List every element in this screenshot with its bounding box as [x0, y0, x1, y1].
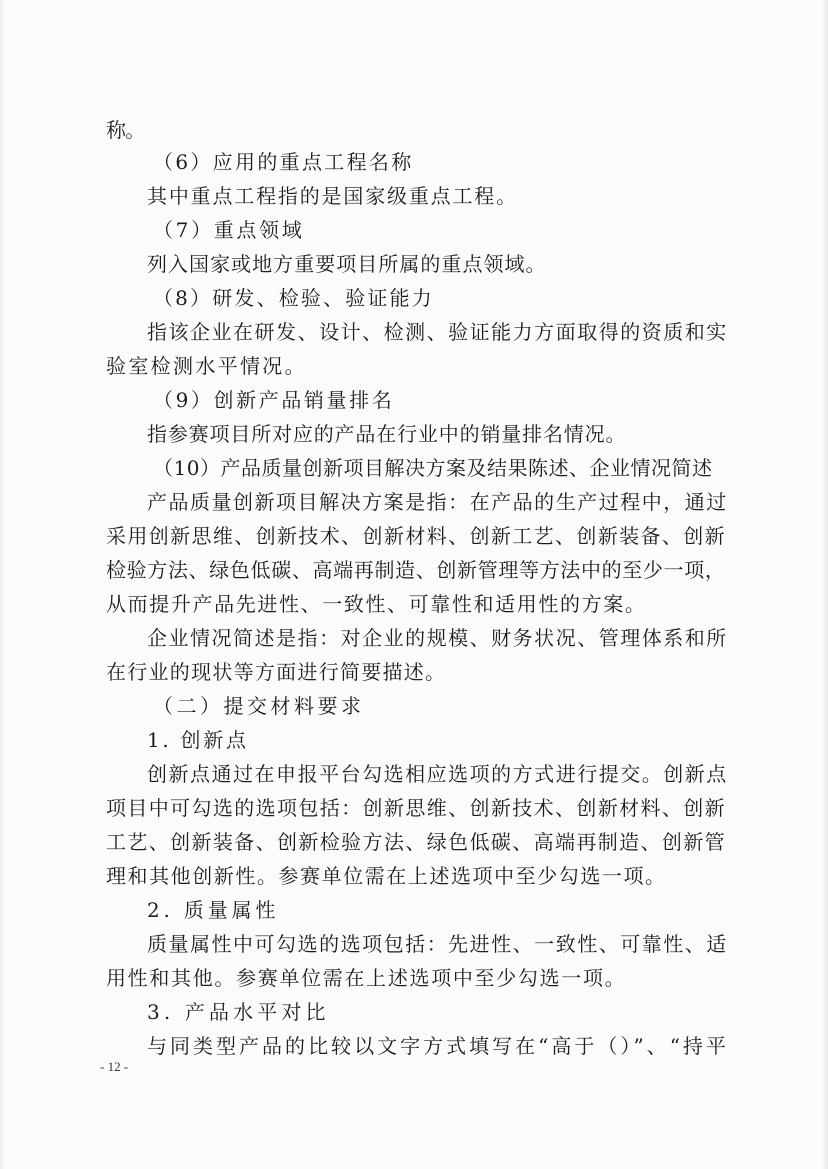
item-9-body: 指参赛项目所对应的产品在行业中的销量排名情况。 — [147, 422, 627, 446]
page-edge-shadow-right — [822, 0, 828, 1169]
enterprise-summary-line1: 企业情况简述是指：对企业的规模、财务状况、管理体系和所 — [147, 626, 728, 650]
page-number: - 12 - — [100, 1059, 129, 1074]
subsection-3-heading: 3. 产品水平对比 — [147, 1000, 330, 1024]
item-10-body-line3: 检验方法、绿色低碳、高端再制造、创新管理等方法中的至少一项， — [106, 558, 726, 582]
item-8-heading: （8）研发、检验、验证能力 — [153, 286, 434, 310]
item-9-heading: （9）创新产品销量排名 — [153, 388, 395, 412]
subsection-1-body-line4: 理和其他创新性。参赛单位需在上述选项中至少勾选一项。 — [106, 864, 667, 888]
item-8-body-line2: 验室检测水平情况。 — [106, 354, 307, 378]
subsection-1-body-line1: 创新点通过在申报平台勾选相应选项的方式进行提交。创新点 — [147, 762, 728, 786]
subsection-3-body-line1: 与同类型产品的比较以文字方式填写在“高于（）”、“持平 — [147, 1034, 729, 1058]
page-edge-shadow-left — [0, 0, 4, 1169]
subsection-1-heading: 1. 创新点 — [147, 728, 249, 752]
item-10-heading: （10）产品质量创新项目解决方案及结果陈述、企业情况简述 — [153, 456, 713, 480]
subsection-2-body-line2: 用性和其他。参赛单位需在上述选项中至少勾选一项。 — [106, 966, 627, 990]
item-10-body-line1: 产品质量创新项目解决方案是指：在产品的生产过程中，通过 — [147, 490, 728, 514]
subsection-2-heading: 2. 质量属性 — [147, 898, 280, 922]
item-10-body-line2: 采用创新思维、创新技术、创新材料、创新工艺、创新装备、创新 — [106, 524, 727, 548]
item-6-body: 其中重点工程指的是国家级重点工程。 — [147, 184, 518, 208]
subsection-1-body-line3: 工艺、创新装备、创新检验方法、绿色低碳、高端再制造、创新管 — [106, 830, 727, 854]
section-2-heading: （二）提交材料要求 — [153, 694, 365, 718]
item-7-heading: （7）重点领域 — [153, 218, 305, 242]
enterprise-summary-line2: 在行业的现状等方面进行简要描述。 — [106, 660, 447, 684]
subsection-2-body-line1: 质量属性中可勾选的选项包括：先进性、一致性、可靠性、适 — [147, 932, 728, 956]
item-8-body-line1: 指该企业在研发、设计、检测、验证能力方面取得的资质和实 — [147, 320, 728, 344]
subsection-1-body-line2: 项目中可勾选的选项包括：创新思维、创新技术、创新材料、创新 — [106, 796, 727, 820]
item-10-body-line4: 从而提升产品先进性、一致性、可靠性和适用性的方案。 — [106, 592, 647, 616]
item-7-body: 列入国家或地方重要项目所属的重点领域。 — [147, 252, 547, 276]
item-6-heading: （6）应用的重点工程名称 — [153, 150, 414, 174]
continuation-text: 称。 — [106, 118, 145, 142]
